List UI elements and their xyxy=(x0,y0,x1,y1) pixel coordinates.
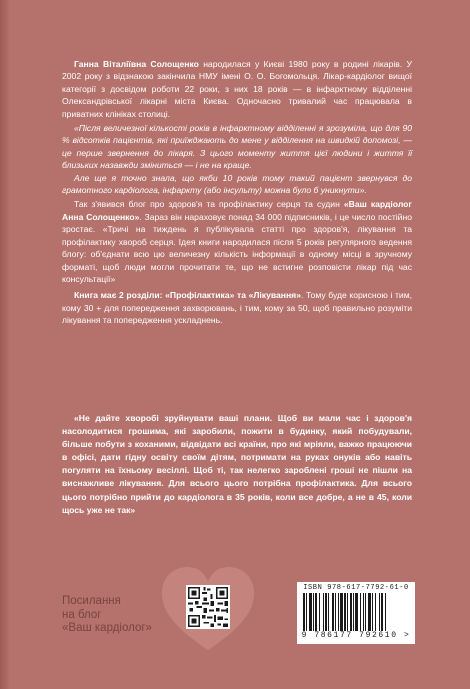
bold-quote xyxy=(62,412,412,517)
blog-text-2: . Зараз він нараховує понад 34 000 підписників, і це число постійно зростає. «Тричі на тиждень я публікувала статті про здоров'я, лікування та профілактику хвороб серця. Ідея книги народилася після 5 років регулярного ведення блогу: об'єднати всю цю величезну кількість інформації в одному місці в зручному форматі, щоб люди могли прочитати те, що не встигне розповісти лікар під час консультації» xyxy=(62,211,413,284)
author-name: Ганна Віталіївна Солощенко xyxy=(74,59,199,69)
bold-quote-text: «Не дайте хворобі зруйнувати ваші плани. Щоб ви мали час і здоров'я насолодитися грошима, які заробили, пожити в будинку, який побудували, більше побути з коханими, відвідати всі країни, про які мріяли, важко працюючи в офісі, дати гідну освіту своїм дітям, потримати на руках онуків або навіть погуляти на їхньому весіллі. Щоб ті, так нелегко зароблені гроші не пішли на виснажливе лікування. Для всього цього потрібна профілактика. Для всього цього потрібно прийти до кардіолога в 35 років, коли все добре, а не в 45, коли щось уже не так» xyxy=(62,413,412,515)
back-cover-text xyxy=(62,58,412,327)
author-quote-paragraph-1: «Після величезної кількості років в інфарктному відділенні я зрозуміла, що для 90 % відсотків пацієнтів, які приїжджають до мене у відділення на швидкій допомозі, — це перше звернення до лікаря. З цього моменту життя цієї людини і життя її близьких назавжди зміниться — і не на краще. xyxy=(62,123,412,171)
blog-name: «Ваш кардіолог Анна Солощенко» xyxy=(62,199,412,222)
blog-link-line-1: Посилання xyxy=(62,595,121,607)
blog-paragraph xyxy=(62,198,412,285)
barcode-label xyxy=(297,582,415,644)
blog-link-line-2: на блог xyxy=(62,608,102,621)
ean-number: 9 786177 792610 > xyxy=(301,631,411,640)
isbn-text: ISBN 978-617-7792-61-0 xyxy=(303,584,409,592)
qr-code[interactable] xyxy=(186,585,230,629)
book-sections: Книга має 2 розділи: «Профілактика» та «Лікування» xyxy=(74,290,301,301)
author-bio-text: народилася у Києві 1980 року в родині лікарів. У 2002 року з відзнакою закінчила НМУ імені О. О. Богомольця. Лікар-кардіолог вищої категорії з досвідом роботи 22 роки, з них 18 років — в інфарктному відділенні Олександрівської лікарні міста Києва. Одночасно тривалий час працювала в приватних клініках столиці. xyxy=(62,59,412,119)
book-structure-text: . Тому буде корисною і тим, кому 30 + для попередження захворювань, і тим, кому за 50, щоб правильно розуміти лікування та попередження ускладнень. xyxy=(62,290,412,326)
blog-link-caption xyxy=(62,595,152,636)
author-bio xyxy=(62,58,412,120)
author-quote-paragraph-2: Але ще я точно знала, що якби 10 років тому такий пацієнт звернувся до грамотного кардіолога, інфаркту (або інсульту) можна було б уникнути». xyxy=(62,172,412,196)
book-structure-paragraph xyxy=(62,289,412,326)
barcode-bars xyxy=(303,593,409,631)
book-spine-edge xyxy=(0,0,10,689)
blog-text-1: Так з'явився блог про здоров'я та профілактику серця та судин xyxy=(74,199,344,210)
blog-link-line-3: «Ваш кардіолог» xyxy=(62,622,152,634)
